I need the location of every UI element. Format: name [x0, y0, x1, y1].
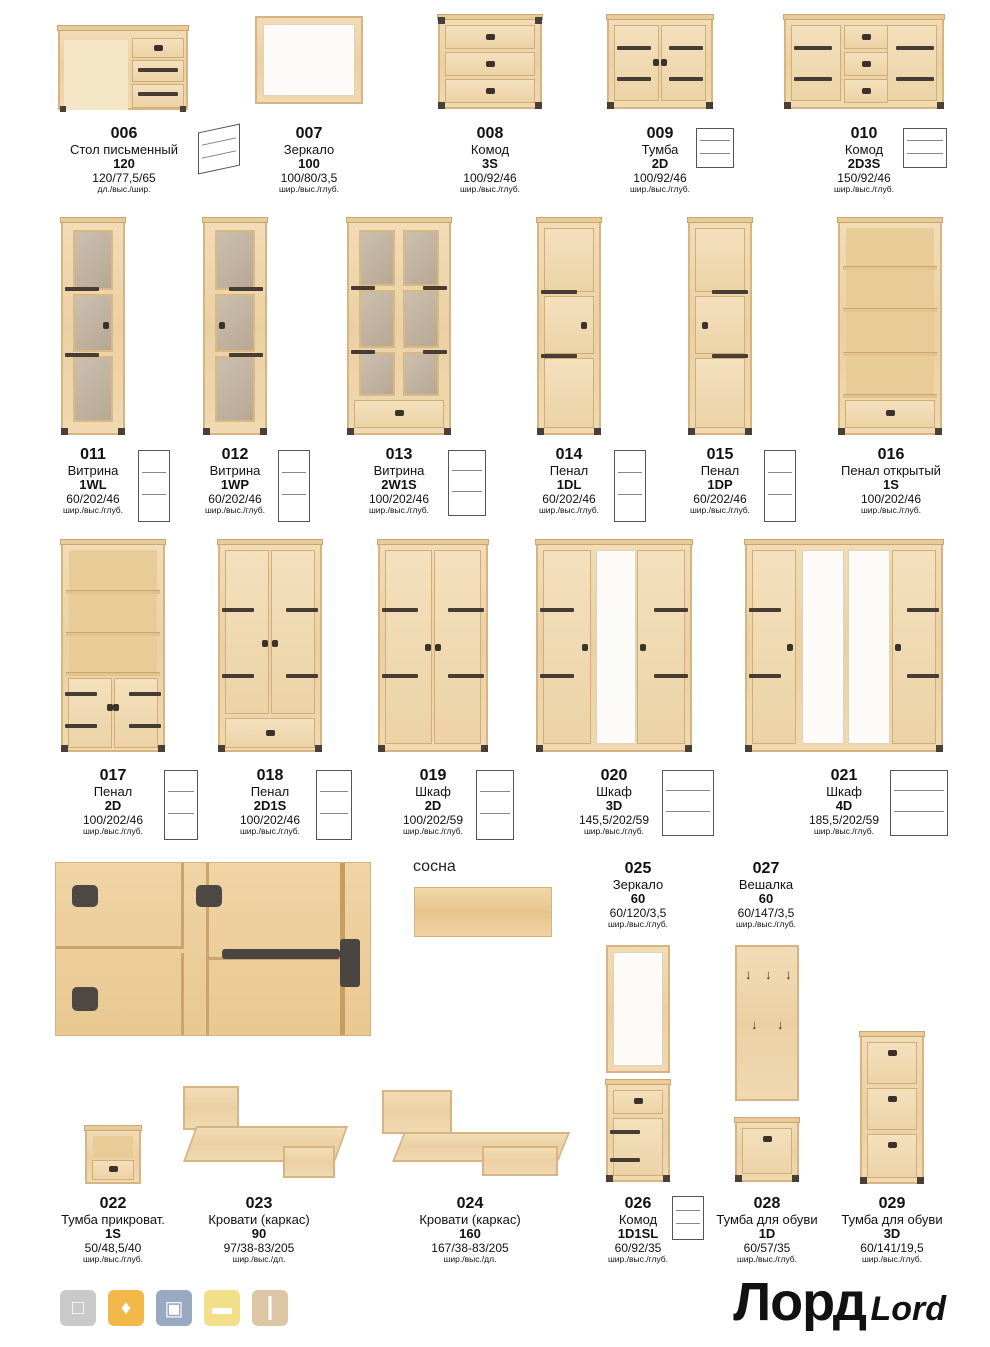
product-number: 009 [646, 125, 674, 142]
product-dims: 60/202/46 [66, 492, 120, 506]
product-dims-label: шир./выс./глуб. [833, 184, 895, 195]
product-dims: 60/120/3,5 [609, 906, 667, 920]
product-dims-label: шир./выс./глуб. [459, 184, 521, 195]
product-name: Зеркало [283, 141, 335, 157]
product-dims-label: шир./выс./глуб. [689, 505, 751, 516]
product-code: 2D [104, 798, 122, 814]
product-number: 013 [385, 446, 413, 463]
chest-sketch-icon [903, 128, 947, 168]
hook-icon: ↓ [785, 967, 792, 982]
product-021-caption [792, 767, 896, 837]
product-name: Шкаф [596, 783, 632, 799]
product-dims-label: шир./выс./глуб. [607, 919, 669, 930]
product-012-caption [188, 446, 282, 516]
product-027-image[interactable] [735, 945, 799, 1101]
product-number: 014 [555, 446, 583, 463]
product-025-image[interactable] [606, 945, 670, 1073]
wardrobe-sketch-icon [614, 450, 646, 522]
product-015-image[interactable] [688, 220, 752, 435]
brand-name-ru: Лорд [733, 1272, 866, 1332]
product-025-caption [586, 860, 690, 930]
product-028-image[interactable] [735, 1120, 799, 1182]
wardrobe-sketch-icon [764, 450, 796, 522]
product-018-caption [223, 767, 317, 837]
product-dims: 100/202/46 [860, 492, 922, 506]
product-dims: 150/92/46 [837, 171, 891, 185]
product-name: Тумба прикроват. [61, 1211, 165, 1227]
product-number: 024 [456, 1195, 484, 1212]
product-019-image[interactable] [378, 542, 488, 752]
product-name: Пенал [700, 462, 740, 478]
product-dims: 100/202/46 [82, 813, 144, 827]
product-010-image[interactable] [784, 17, 944, 109]
detail-photo [55, 862, 371, 1036]
product-name: Комод [470, 141, 510, 157]
product-014-caption [522, 446, 616, 516]
product-dims: 120/77,5/65 [92, 171, 156, 185]
desk-sketch-icon [198, 124, 240, 175]
product-number: 015 [706, 446, 734, 463]
product-name: Пенал [93, 783, 133, 799]
product-006-image[interactable] [58, 28, 188, 110]
product-017-caption [66, 767, 160, 837]
product-dims-label: шир./выс./глуб. [204, 505, 266, 516]
hallway-icon[interactable]: ┃ [252, 1290, 288, 1326]
product-007-image[interactable] [255, 16, 363, 104]
product-dims-label: шир./выс./глуб. [62, 505, 124, 516]
product-027-caption [714, 860, 818, 930]
product-dims-label: шир./выс./глуб. [736, 1254, 798, 1265]
product-number: 010 [850, 125, 878, 142]
product-code: 3D [883, 1226, 901, 1242]
product-number: 007 [295, 125, 323, 142]
product-number: 026 [624, 1195, 652, 1212]
product-017-image[interactable] [61, 542, 165, 752]
cabinet-sketch-icon [316, 770, 352, 840]
product-dims: 60/141/19,5 [860, 1241, 924, 1255]
product-code: 1D [758, 1226, 776, 1242]
product-dims-label: шир./выс./глуб. [735, 919, 797, 930]
product-code: 90 [251, 1226, 267, 1242]
product-021-image[interactable] [745, 542, 943, 752]
product-name: Пенал [549, 462, 589, 478]
product-011-image[interactable] [61, 220, 125, 435]
product-dims-label: шир./выс./глуб. [82, 1254, 144, 1265]
product-016-image[interactable] [838, 220, 942, 435]
product-dims: 185,5/202/59 [808, 813, 880, 827]
product-dims: 50/48,5/40 [84, 1241, 142, 1255]
brand-name-en: Lord [870, 1290, 946, 1328]
product-name: Витрина [209, 462, 261, 478]
hook-icon: ↓ [777, 1017, 784, 1032]
product-code: 4D [835, 798, 853, 814]
product-dims: 100/202/59 [402, 813, 464, 827]
product-name: Комод [618, 1211, 658, 1227]
handle-icon [72, 987, 98, 1011]
product-code: 2W1S [381, 477, 417, 493]
handle-icon [196, 885, 222, 907]
product-dims: 97/38-83/205 [223, 1241, 295, 1255]
product-009-image[interactable] [607, 17, 713, 109]
product-code: 1S [105, 1226, 121, 1242]
product-number: 019 [419, 767, 447, 784]
product-name: Шкаф [415, 783, 451, 799]
product-name: Стол письменный [69, 141, 179, 157]
product-code: 60 [758, 891, 774, 907]
hinge-icon [222, 949, 340, 959]
dining-icon[interactable]: ♦ [108, 1290, 144, 1326]
product-number: 016 [877, 446, 905, 463]
cabinet-sketch-icon [164, 770, 198, 840]
product-007-caption [248, 125, 370, 195]
product-name: Зеркало [612, 876, 664, 892]
product-dims: 100/92/46 [633, 171, 687, 185]
product-dims-label: шир./выс./глуб. [583, 826, 645, 837]
product-dims: 60/147/3,5 [737, 906, 795, 920]
hook-icon: ↓ [751, 1017, 758, 1032]
bed-icon[interactable]: ▬ [204, 1290, 240, 1326]
product-code: 160 [459, 1226, 481, 1242]
product-dims-label: дл./выс./шир. [97, 184, 151, 195]
product-code: 100 [298, 156, 320, 172]
product-number: 008 [476, 125, 504, 142]
product-dims-label: шир./выс./глуб. [861, 1254, 923, 1265]
product-dims-label: шир./выс./глуб. [402, 826, 464, 837]
product-name: Пенал открытый [841, 462, 941, 478]
product-024-image[interactable] [382, 1086, 558, 1186]
product-dims: 100/92/46 [463, 171, 517, 185]
product-code: 2D [651, 156, 669, 172]
product-dims: 100/80/3,5 [280, 171, 338, 185]
product-number: 028 [753, 1195, 781, 1212]
product-name: Кровати (каркас) [419, 1211, 521, 1227]
material-label: сосна [413, 858, 456, 875]
product-code: 120 [113, 156, 135, 172]
product-number: 021 [830, 767, 858, 784]
cabinet-sketch-icon [696, 128, 734, 168]
product-number: 006 [110, 125, 138, 142]
product-028-caption [708, 1195, 826, 1265]
product-number: 025 [624, 860, 652, 877]
product-number: 027 [752, 860, 780, 877]
product-code: 1DL [556, 477, 582, 493]
product-008-caption [430, 125, 550, 195]
product-019-caption [384, 767, 482, 837]
product-code: 2D [424, 798, 442, 814]
hook-icon: ↓ [765, 967, 772, 982]
pine-swatch [414, 887, 552, 937]
product-dims: 167/38-83/205 [431, 1241, 509, 1255]
product-014-image[interactable] [537, 220, 601, 435]
brand-logo [733, 1271, 946, 1333]
product-name: Кровати (каркас) [208, 1211, 310, 1227]
product-026-image[interactable] [606, 1082, 670, 1182]
product-dims: 60/202/46 [542, 492, 596, 506]
product-024-caption [406, 1195, 534, 1265]
product-code: 1WP [220, 477, 250, 493]
product-dims: 100/202/46 [239, 813, 301, 827]
product-dims-label: шир./выс./глуб. [629, 184, 691, 195]
product-name: Тумба [641, 141, 679, 157]
product-023-image[interactable] [183, 1086, 335, 1186]
product-code: 1DP [707, 477, 733, 493]
product-name: Витрина [373, 462, 425, 478]
product-015-caption [673, 446, 767, 516]
product-dims-label: шир./выс./глуб. [607, 1254, 669, 1265]
product-018-image[interactable] [218, 542, 322, 752]
desk-chair-icon[interactable]: □ [60, 1290, 96, 1326]
wardrobe-sketch-icon [890, 770, 948, 836]
product-023-caption [196, 1195, 322, 1265]
product-dims-label: шир./выс./глуб. [538, 505, 600, 516]
product-022-image[interactable] [85, 1128, 141, 1184]
product-number: 023 [245, 1195, 273, 1212]
product-dims-label: шир./выс./глуб. [239, 826, 301, 837]
product-dims-label: шир./выс./глуб. [860, 505, 922, 516]
product-dims: 60/202/46 [208, 492, 262, 506]
product-number: 020 [600, 767, 628, 784]
product-dims: 60/92/35 [614, 1241, 662, 1255]
product-code: 1D1SL [617, 1226, 659, 1242]
wardrobe-sketch-icon [476, 770, 514, 840]
product-number: 022 [99, 1195, 127, 1212]
product-029-image[interactable] [860, 1034, 924, 1184]
product-dims: 60/202/46 [693, 492, 747, 506]
product-name: Витрина [67, 462, 119, 478]
product-code: 3D [605, 798, 623, 814]
product-number: 018 [256, 767, 284, 784]
tv-unit-icon[interactable]: ▣ [156, 1290, 192, 1326]
product-name: Пенал [250, 783, 290, 799]
product-code: 60 [630, 891, 646, 907]
product-dims-label: шир./выс./глуб. [368, 505, 430, 516]
product-006-caption [56, 125, 192, 195]
product-008-image[interactable] [438, 17, 542, 109]
handle-icon [72, 885, 98, 907]
showcase-sketch-icon [138, 450, 170, 522]
product-029-caption [832, 1195, 952, 1265]
product-code: 1S [883, 477, 899, 493]
product-name: Шкаф [826, 783, 862, 799]
chest-sketch-icon [672, 1196, 704, 1240]
product-dims: 145,5/202/59 [578, 813, 650, 827]
product-dims-label: шир./выс./глуб. [813, 826, 875, 837]
showcase-sketch-icon [278, 450, 310, 522]
product-dims-label: шир./выс./глуб. [278, 184, 340, 195]
product-number: 012 [221, 446, 249, 463]
product-dims: 100/202/46 [368, 492, 430, 506]
wardrobe-sketch-icon [662, 770, 714, 836]
product-020-caption [564, 767, 664, 837]
product-012-image[interactable] [203, 220, 267, 435]
product-011-caption [46, 446, 140, 516]
product-code: 2D1S [253, 798, 287, 814]
product-code: 1WL [79, 477, 107, 493]
product-name: Тумба для обуви [716, 1211, 818, 1227]
product-013-image[interactable] [347, 220, 451, 435]
hook-icon: ↓ [745, 967, 752, 982]
product-dims-label: шир./выс./глуб. [82, 826, 144, 837]
product-code: 3S [482, 156, 498, 172]
product-016-caption [826, 446, 956, 516]
product-code: 2D3S [847, 156, 881, 172]
product-number: 029 [878, 1195, 906, 1212]
product-020-image[interactable] [536, 542, 692, 752]
product-013-caption [352, 446, 446, 516]
product-dims: 60/57/35 [743, 1241, 791, 1255]
product-name: Вешалка [738, 876, 794, 892]
product-number: 017 [99, 767, 127, 784]
showcase-sketch-icon [448, 450, 486, 516]
product-name: Тумба для обуви [841, 1211, 943, 1227]
product-dims-label: шир./выс./дл. [443, 1254, 497, 1265]
product-022-caption [50, 1195, 176, 1265]
product-number: 011 [80, 446, 106, 463]
product-name: Комод [844, 141, 884, 157]
product-dims-label: шир./выс./дл. [232, 1254, 286, 1265]
